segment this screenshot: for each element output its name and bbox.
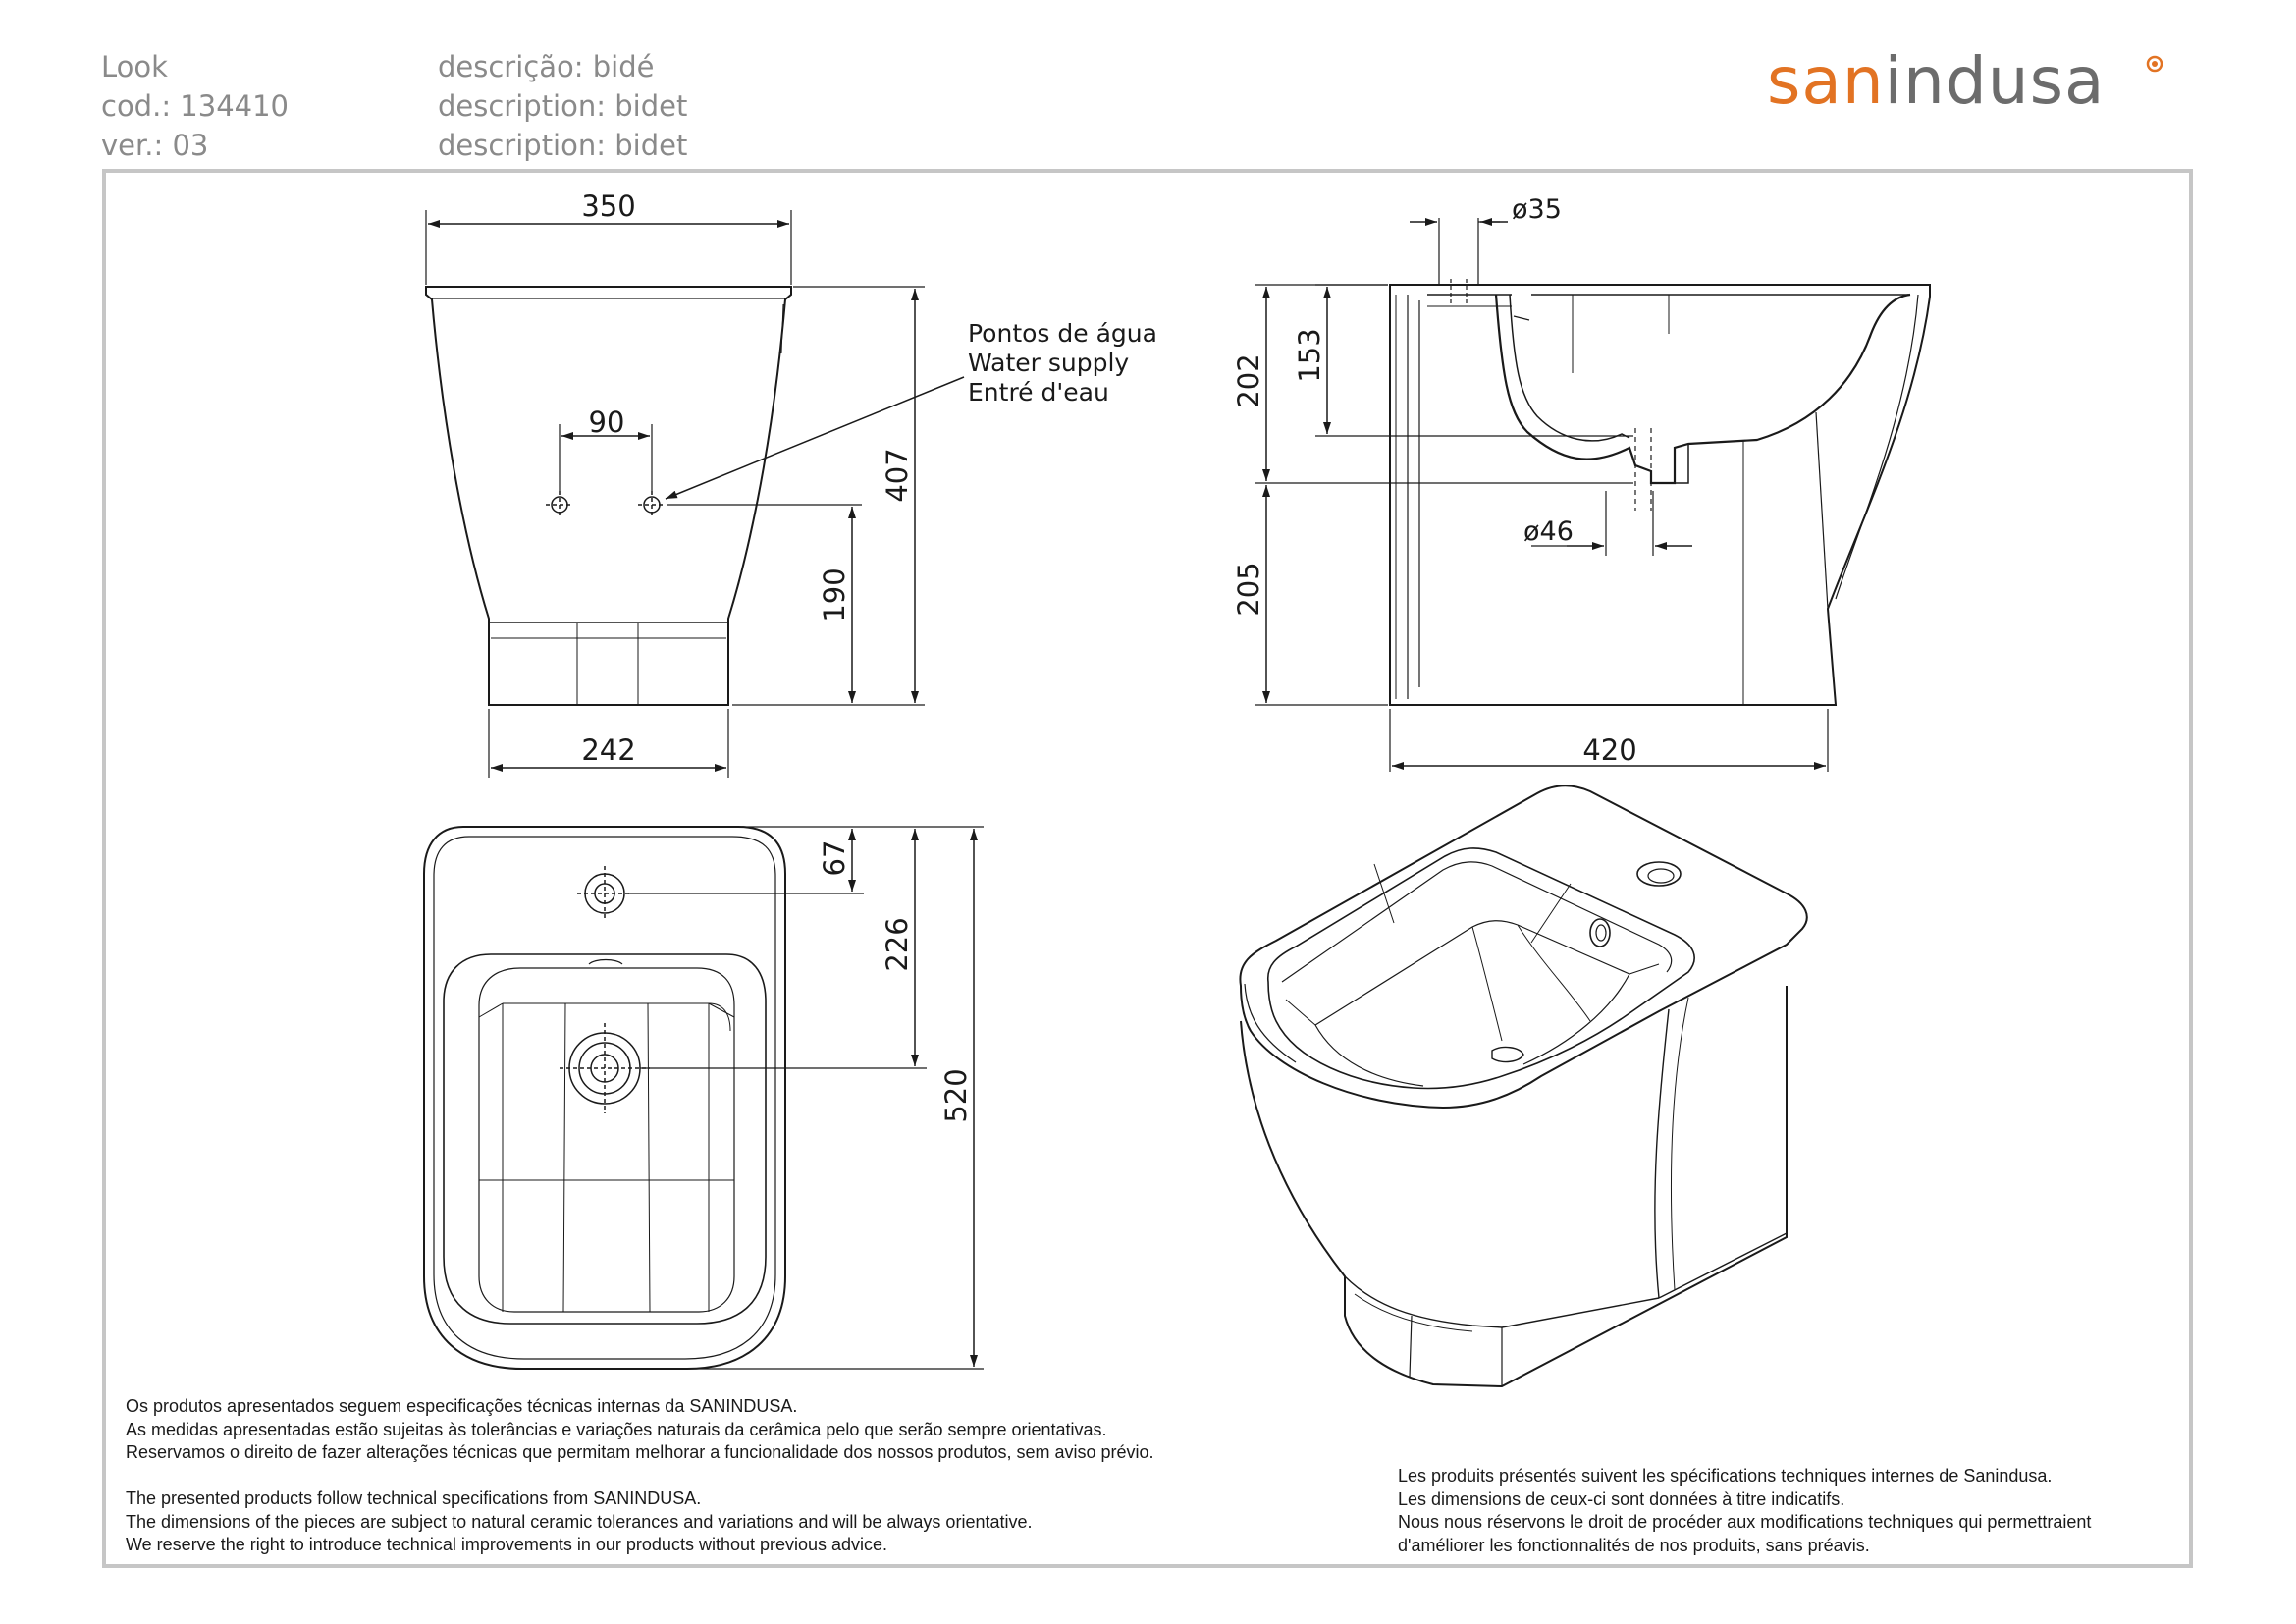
sanindusa-logo: sanindusa <box>1767 43 2106 119</box>
plan-view <box>424 827 984 1369</box>
note-pt-line-3: Reservamos o direito de fazer alterações técnicas que permitam melhorar a funcionalidade dos nossos produtos, sem aviso prévio. <box>126 1442 1154 1462</box>
note-en-line-3: We reserve the right to introduce technical improvements in our products without previous advice. <box>126 1535 888 1554</box>
perspective-view <box>1240 785 1806 1386</box>
dim-front-top-width: 350 <box>581 189 636 223</box>
callout-pt: Pontos de água <box>968 319 1157 348</box>
product-code: cod.: 134410 <box>101 89 290 123</box>
disclaimer-pt <box>126 1395 1154 1465</box>
dim-inlet-height: 190 <box>818 568 851 623</box>
dim-plan-length: 520 <box>939 1068 973 1123</box>
note-fr-line-1: Les produits présentés suivent les spécifications techniques internes de Sanindusa. <box>1398 1466 2053 1486</box>
dim-floor-height: 205 <box>1232 562 1265 617</box>
dim-tap-offset: 67 <box>818 839 851 877</box>
dim-inlet-spacing: 90 <box>588 406 625 439</box>
product-version: ver.: 03 <box>101 129 209 162</box>
callout-en: Water supply <box>968 349 1130 377</box>
note-fr-line-4: d'améliorer les fonctionnalités de nos produits, sans préavis. <box>1398 1535 1870 1555</box>
note-pt-line-2: As medidas apresentadas estão sujeitas às tolerâncias e variações naturais da cerâmica pelo que serão sempre orientativas. <box>126 1419 1107 1439</box>
dim-front-base-width: 242 <box>581 733 636 767</box>
water-supply-callout <box>968 319 1157 406</box>
model-name: Look <box>101 50 168 83</box>
disclaimer-en <box>126 1488 1032 1557</box>
dim-drain-offset: 226 <box>881 917 914 972</box>
dim-rim-height: 202 <box>1232 353 1265 408</box>
note-pt-line-1: Os produtos apresentados seguem especificações técnicas internas da SANINDUSA. <box>126 1396 798 1416</box>
dim-drain: ø46 <box>1523 516 1574 547</box>
disclaimer-fr <box>1398 1465 2091 1557</box>
note-en-line-1: The presented products follow technical specifications from SANINDUSA. <box>126 1489 702 1508</box>
description-pt: descrição: bidé <box>438 50 655 83</box>
dim-side-depth: 420 <box>1582 733 1637 767</box>
dim-tap-hole: ø35 <box>1512 194 1562 225</box>
note-fr-line-2: Les dimensions de ceux-ci sont données à titre indicatifs. <box>1398 1489 1845 1509</box>
side-section-view <box>1255 218 1930 772</box>
dim-bowl-depth: 153 <box>1293 328 1326 383</box>
description-fr: description: bidet <box>438 129 688 162</box>
dim-front-height: 407 <box>881 448 914 503</box>
description-en: description: bidet <box>438 89 688 123</box>
callout-fr: Entré d'eau <box>968 378 1109 406</box>
note-fr-line-3: Nous nous réservons le droit de procéder aux modifications techniques qui permettraient <box>1398 1512 2092 1532</box>
note-en-line-2: The dimensions of the pieces are subject to natural ceramic tolerances and variations and will be always orientative. <box>126 1511 1033 1532</box>
